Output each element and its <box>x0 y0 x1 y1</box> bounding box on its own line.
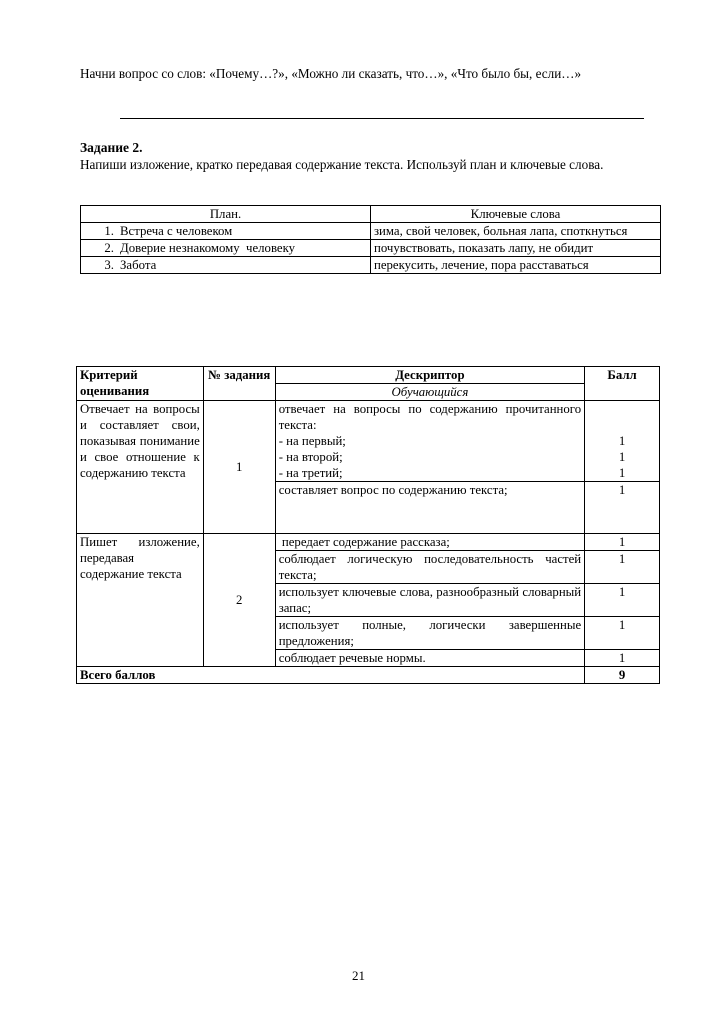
task-title: Задание 2. <box>80 140 143 155</box>
keywords-cell: зима, свой человек, больная лапа, споткнуться <box>371 223 661 240</box>
score-cell: 1 <box>585 551 660 584</box>
plan-item: Забота <box>120 258 157 272</box>
plan-row <box>81 257 661 274</box>
plan-header: План. <box>81 206 371 223</box>
plan-row <box>81 240 661 257</box>
plan-table <box>80 205 661 274</box>
criterion-cell: Пишет изложение, передавая содержание текста <box>77 534 204 667</box>
page-number: 21 <box>352 968 365 983</box>
descriptor-cell: использует ключевые слова, разнообразный словарный запас; <box>275 584 584 617</box>
plan-number: 3. <box>104 258 114 272</box>
descriptor-cell: передает содержание рассказа; <box>275 534 584 551</box>
score-cell: 1 <box>585 617 660 650</box>
plan-number: 1. <box>104 224 114 238</box>
descriptor-line: - на первый; <box>278 434 346 448</box>
answer-line <box>120 118 644 119</box>
score-cell: 1 <box>585 650 660 667</box>
score-spacer <box>588 401 656 433</box>
score-value: 1 <box>618 466 626 480</box>
plan-item: Доверие незнакомому человеку <box>120 241 296 255</box>
descriptor-cell: соблюдает речевые нормы. <box>275 650 584 667</box>
intro-instruction: Начни вопрос со слов: «Почему…?», «Можно ли сказать, что…», «Что было бы, если…» <box>80 66 582 81</box>
learner-subheader: Обучающийся <box>275 384 584 401</box>
descriptor-cell: использует полные, логически завершенные предложения; <box>275 617 584 650</box>
plan-number: 2. <box>104 241 114 255</box>
plan-item: Встреча с человеком <box>120 224 233 238</box>
plan-table-header <box>81 206 661 223</box>
score-value: 1 <box>618 450 626 464</box>
descriptor-row <box>77 401 660 482</box>
score-cell: 1 <box>585 534 660 551</box>
task-number-cell: 2 <box>203 534 275 667</box>
criteria-table <box>76 366 660 684</box>
score-value: 1 <box>618 434 626 448</box>
keywords-cell: почувствовать, показать лапу, не обидит <box>371 240 661 257</box>
keywords-header: Ключевые слова <box>371 206 661 223</box>
total-value: 9 <box>585 667 660 684</box>
descriptor-line: - на третий; <box>278 466 343 480</box>
total-label: Всего баллов <box>77 667 585 684</box>
task-number-header: № задания <box>203 367 275 401</box>
descriptor-line: - на второй; <box>278 450 343 464</box>
descriptor-cell: составляет вопрос по содержанию текста; <box>275 482 584 534</box>
plan-cell <box>81 240 371 257</box>
criterion-header: Критерий оценивания <box>77 367 204 401</box>
keywords-cell: перекусить, лечение, пора расставаться <box>371 257 661 274</box>
criteria-header-row <box>77 367 660 384</box>
score-cell: 1 <box>585 584 660 617</box>
descriptor-cell: соблюдает логическую последовательность частей текста; <box>275 551 584 584</box>
total-row <box>77 667 660 684</box>
plan-cell <box>81 257 371 274</box>
plan-row <box>81 223 661 240</box>
criterion-cell: Отвечает на вопросы и составляет свои, показывая понимание и свое отношение к содержанию текста <box>77 401 204 534</box>
descriptor-header: Дескриптор <box>275 367 584 384</box>
plan-cell <box>81 223 371 240</box>
descriptor-line: отвечает на вопросы по содержанию прочитанного текста: <box>278 402 582 432</box>
score-cell: 1 <box>585 482 660 534</box>
score-header: Балл <box>585 367 660 401</box>
score-cell <box>585 401 660 482</box>
task-number-cell: 1 <box>203 401 275 534</box>
descriptor-row <box>77 534 660 551</box>
descriptor-cell <box>275 401 584 482</box>
task-text: Напиши изложение, кратко передавая содержание текста. Используй план и ключевые слова. <box>80 157 604 172</box>
